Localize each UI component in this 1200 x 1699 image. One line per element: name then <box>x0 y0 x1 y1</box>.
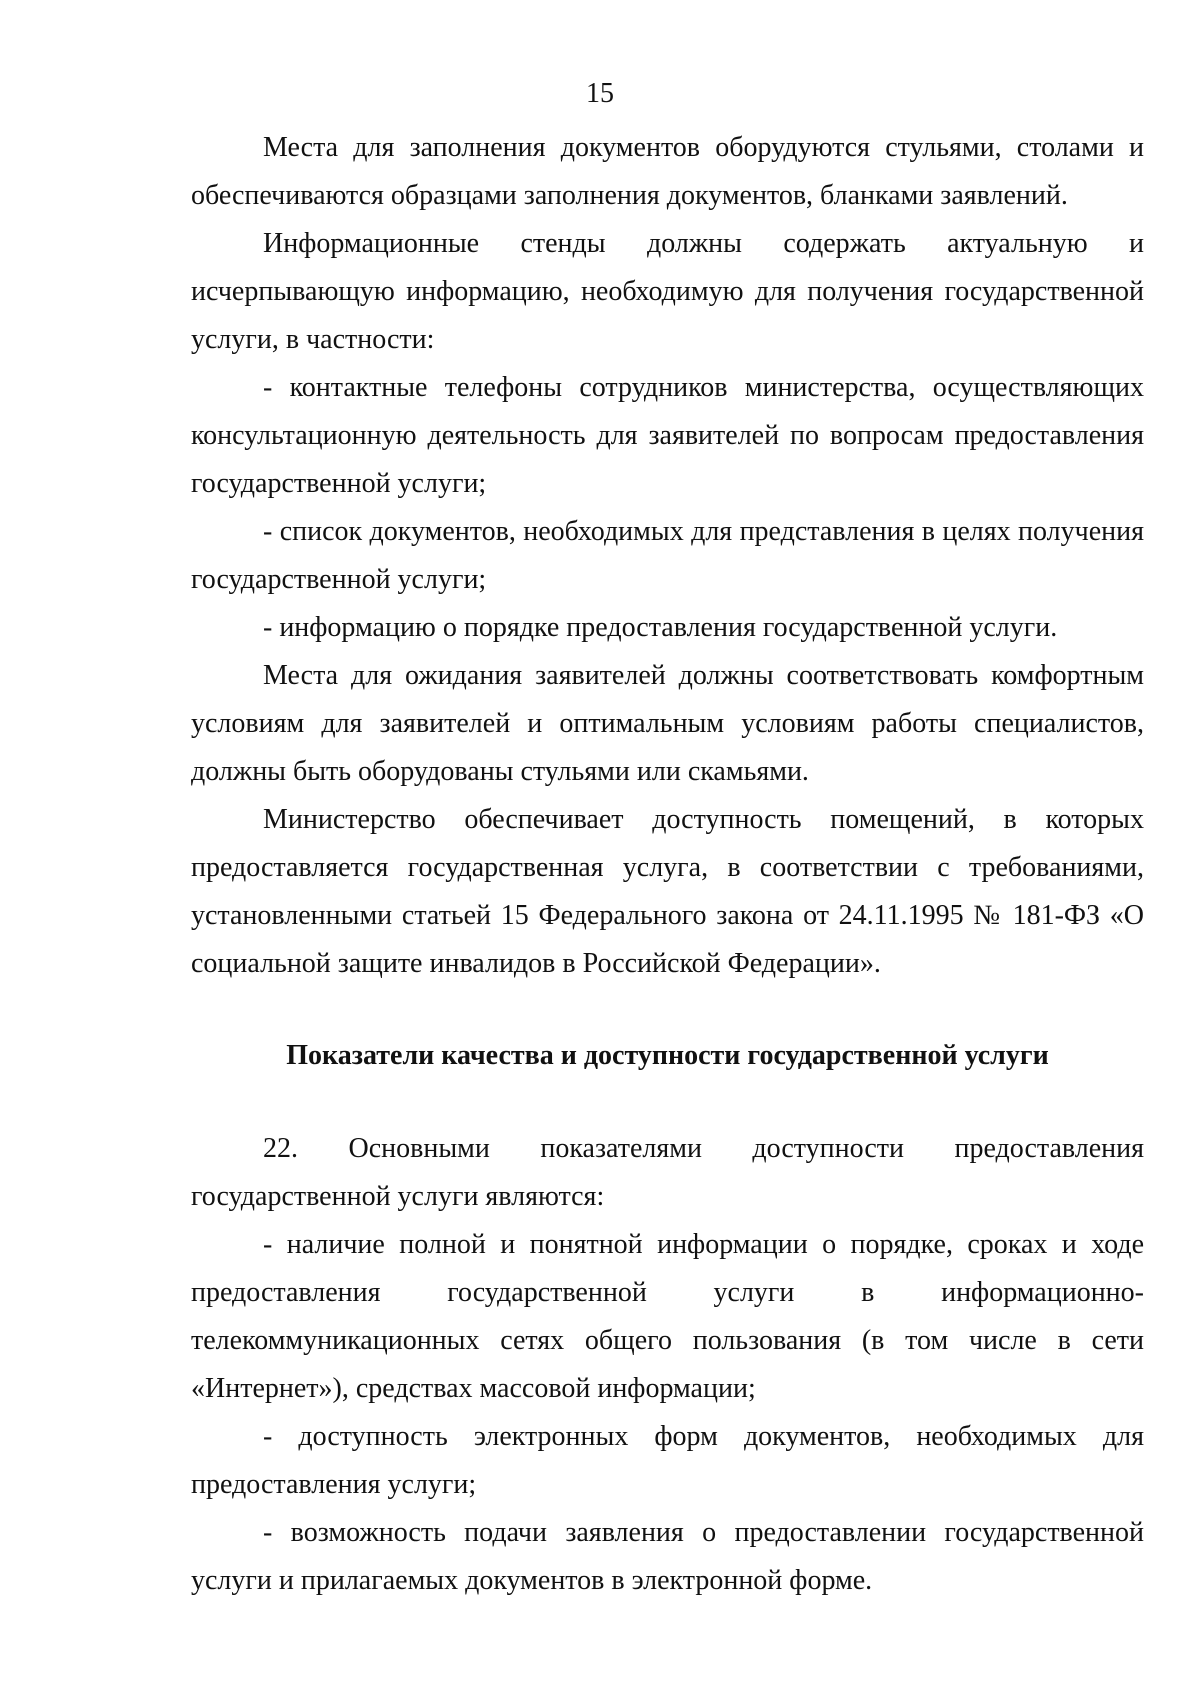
paragraph-accessibility: Министерство обеспечивает доступность помещений, в которых предоставляется государственная услуга, в соответствии с требованиями, установленными статьей 15 Федерального закона от 24.11.1995 № 181-ФЗ «О социальной защите инвалидов в Российской Федерации». <box>191 804 1144 979</box>
list-item-electronic-submission: - возможность подачи заявления о предоставлении государственной услуги и прилагаемых документов в электронной форме. <box>191 1517 1144 1596</box>
page-number: 15 <box>586 78 614 109</box>
paragraph-forms-area: Места для заполнения документов оборудуются стульями, столами и обеспечиваются образцами заполнения документов, бланками заявлений. <box>191 132 1144 211</box>
paragraph-waiting-area: Места для ожидания заявителей должны соответствовать комфортным условиям для заявителей и оптимальным условиям работы специалистов, должны быть оборудованы стульями или скамьями. <box>191 660 1144 787</box>
list-item-contact-phones: - контактные телефоны сотрудников министерства, осуществляющих консультационную деятельность для заявителей по вопросам предоставления государственной услуги; <box>191 372 1144 499</box>
list-item-electronic-forms: - доступность электронных форм документов, необходимых для предоставления услуги; <box>191 1421 1144 1500</box>
section-heading: Показатели качества и доступности государственной услуги <box>286 1040 1049 1071</box>
paragraph-indicators: 22. Основными показателями доступности предоставления государственной услуги являются: <box>191 1133 1144 1212</box>
list-item-full-information: - наличие полной и понятной информации о порядке, сроках и ходе предоставления государственной услуги в информационно-телекоммуникационных сетях общего пользования (в том числе в сети «Интернет»), средствах массовой информации; <box>191 1229 1144 1404</box>
list-item-procedure-info: - информацию о порядке предоставления государственной услуги. <box>263 612 1058 643</box>
list-item-documents-list: - список документов, необходимых для представления в целях получения государственной услуги; <box>191 516 1144 595</box>
document-body <box>191 124 1144 1605</box>
paragraph-info-stands: Информационные стенды должны содержать актуальную и исчерпывающую информацию, необходимую для получения государственной услуги, в частности: <box>191 228 1144 355</box>
